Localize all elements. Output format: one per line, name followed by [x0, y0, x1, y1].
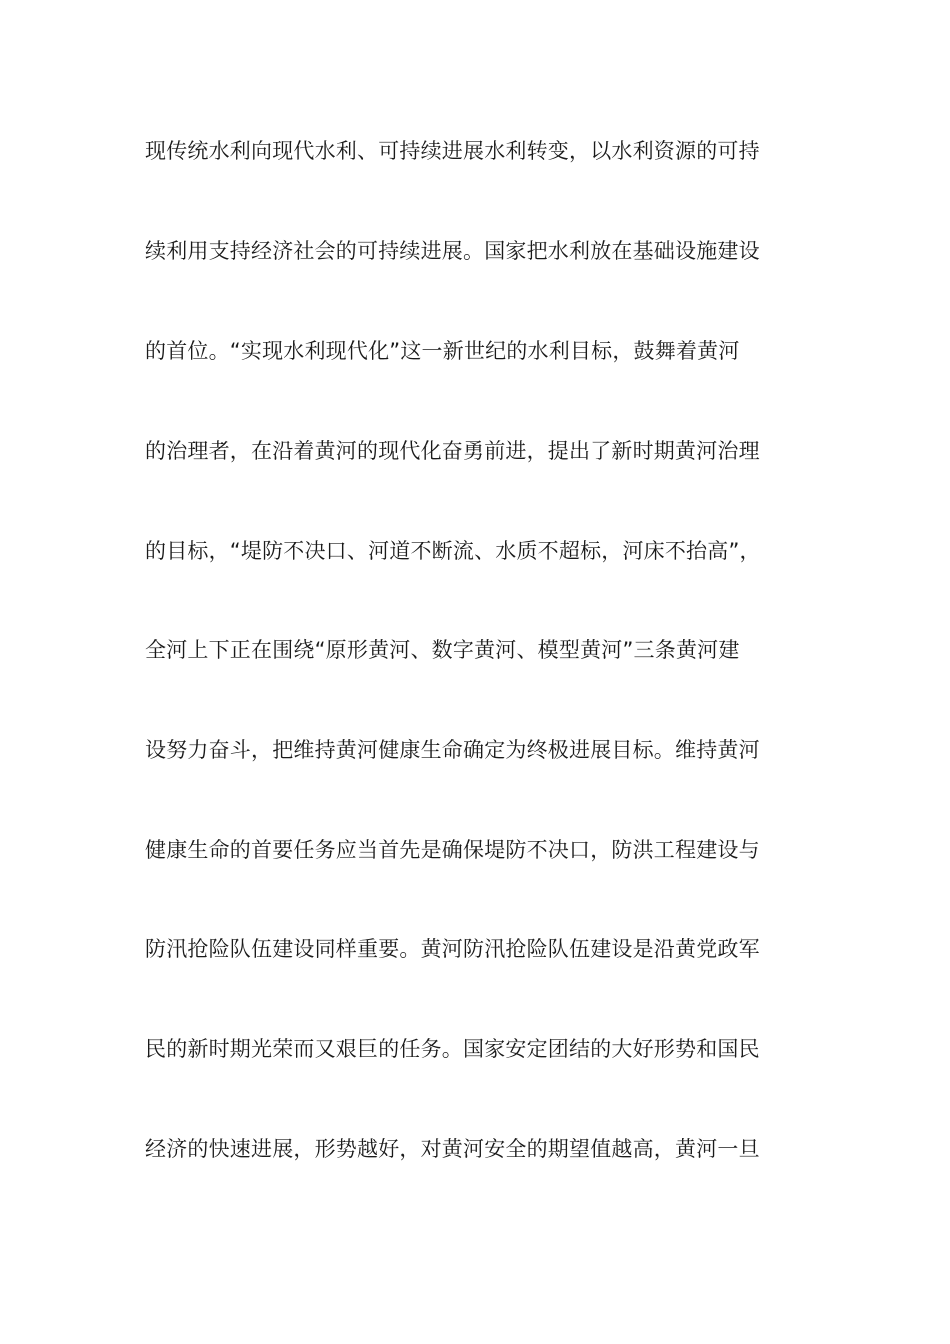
text-line: 健康生命的首要任务应当首先是确保堤防不决口，防洪工程建设与 — [145, 838, 760, 862]
text-line: 的目标，“堤防不决口、河道不断流、水质不超标，河床不抬高”， — [145, 539, 761, 563]
text-line: 民的新时期光荣而又艰巨的任务。国家安定团结的大好形势和国民 — [145, 1037, 760, 1061]
text-line: 经济的快速进展，形势越好，对黄河安全的期望值越高，黄河一旦 — [145, 1137, 760, 1161]
text-line: 全河上下正在围绕“原形黄河、数字黄河、模型黄河”三条黄河建 — [145, 638, 740, 662]
text-line: 现传统水利向现代水利、可持续进展水利转变，以水利资源的可持 — [145, 139, 760, 163]
text-line: 设努力奋斗，把维持黄河健康生命确定为终极进展目标。维持黄河 — [145, 738, 760, 762]
text-line: 的首位。“实现水利现代化”这一新世纪的水利目标，鼓舞着黄河 — [145, 339, 740, 363]
text-line: 防汛抢险队伍建设同样重要。黄河防汛抢险队伍建设是沿黄党政军 — [145, 937, 760, 961]
text-line: 续利用支持经济社会的可持续进展。国家把水利放在基础设施建设 — [145, 239, 760, 263]
text-line: 的治理者，在沿着黄河的现代化奋勇前进，提出了新时期黄河治理 — [145, 439, 760, 463]
